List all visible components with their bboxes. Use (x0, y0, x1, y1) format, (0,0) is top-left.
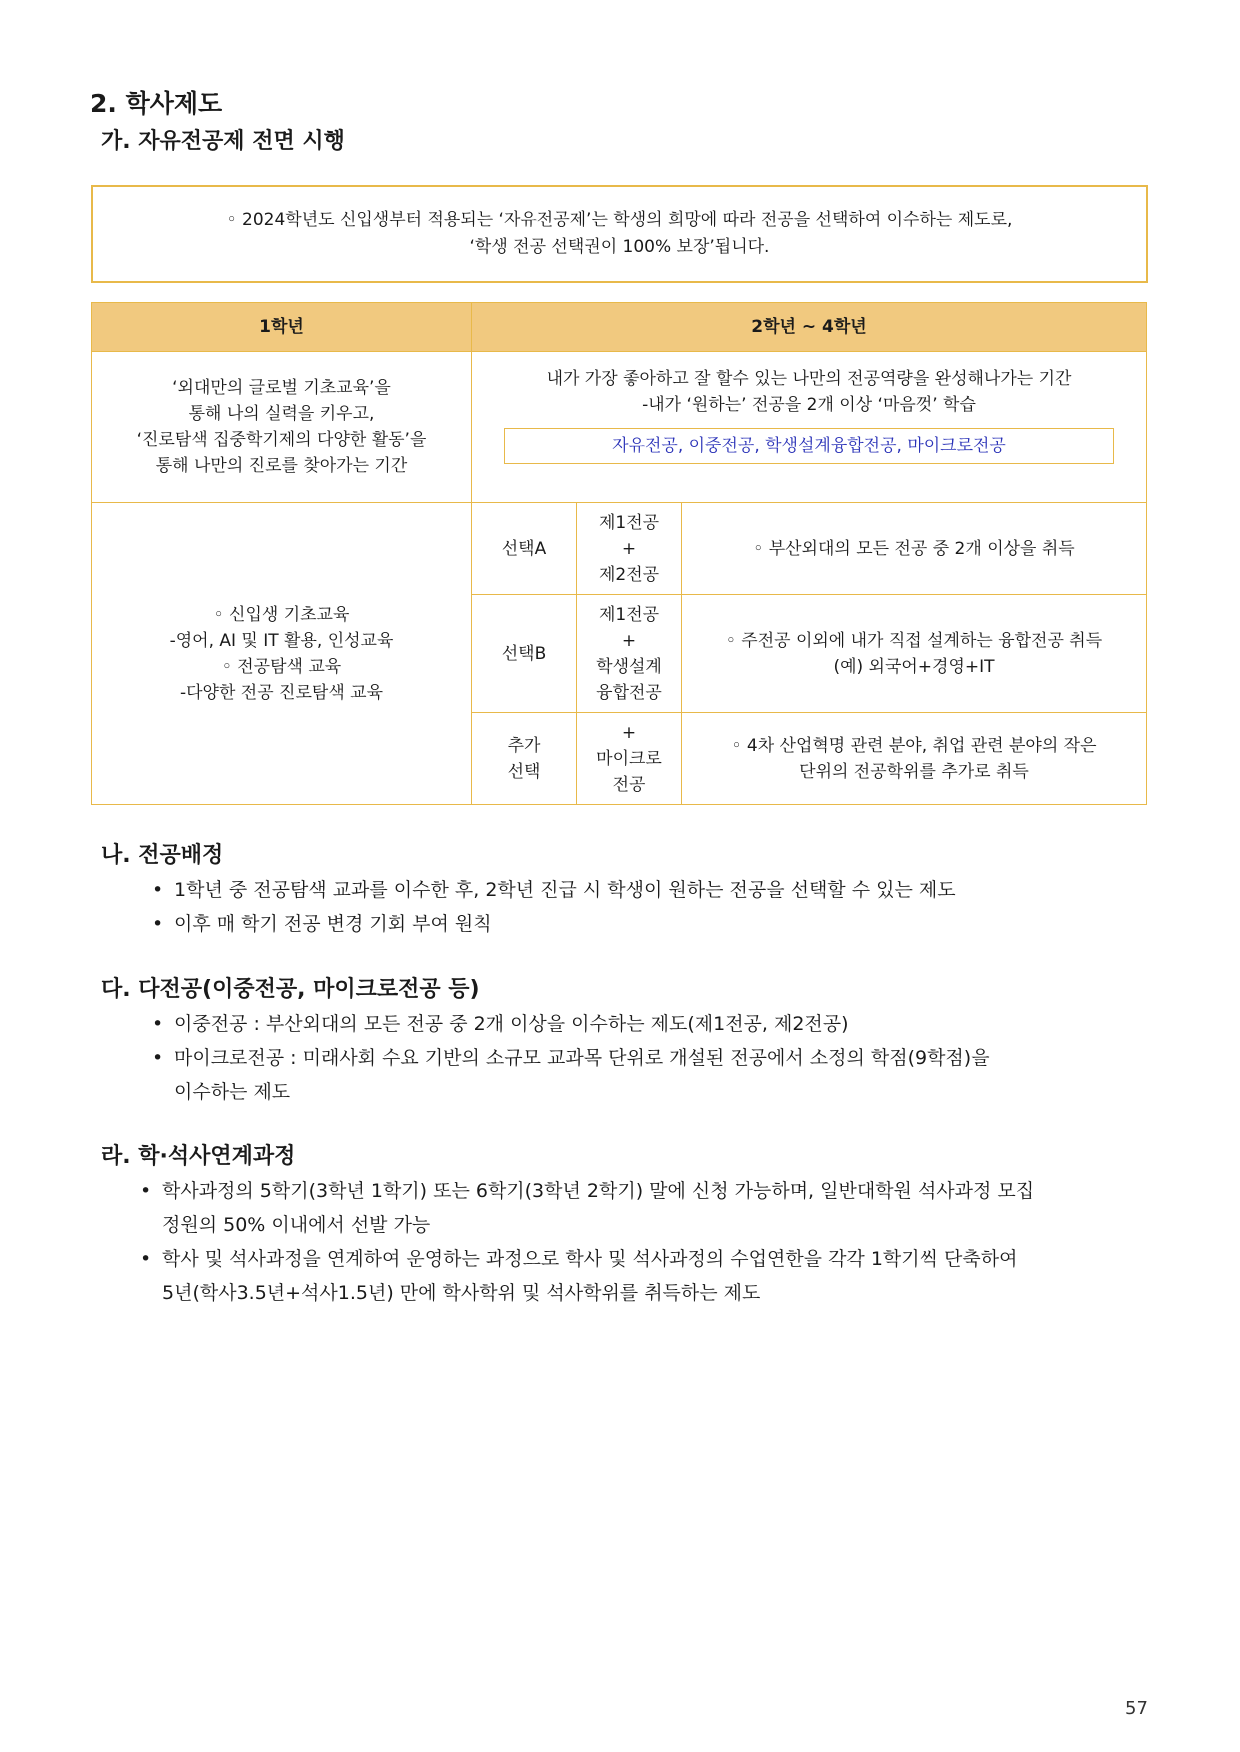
option-b-name (472, 595, 577, 713)
bullet-dot: • (140, 1180, 152, 1202)
text-line: 제2전공 (598, 564, 660, 585)
text-line: + (621, 630, 637, 651)
text-line: 제1전공 (598, 512, 660, 533)
text-line: + (621, 538, 637, 559)
bullet-text: 학사과정의 5학기(3학년 1학기) 또는 6학기(3학년 2학기) 말에 신청 가능하며, 일반대학원 석사과정 모집 (162, 1180, 1035, 1202)
list-item (152, 1041, 1142, 1109)
text-line: 제1전공 (598, 604, 660, 625)
option-extra-combo (577, 713, 682, 805)
text-line: + (621, 722, 637, 743)
bullet-dot: • (152, 913, 164, 935)
bullet-text: 이후 매 학기 전공 변경 기회 부여 원칙 (174, 913, 492, 935)
intro-line-1: ◦ 2024학년도 신입생부터 적용되는 ‘자유전공제’는 학생의 희망에 따라 전공을 선택하여 이수하는 제도로, (226, 210, 1013, 230)
text-line: 학생설계 (596, 656, 662, 677)
bullet-dot: • (152, 1047, 164, 1069)
text-line: -내가 ‘원하는’ 전공을 2개 이상 ‘마음껏’ 학습 (642, 395, 976, 415)
text-line: -영어, AI 및 IT 활용, 인성교육 (169, 630, 394, 651)
page-number: 57 (1125, 1698, 1148, 1719)
list-item (140, 1242, 1150, 1310)
intro-line-2: ‘학생 전공 선택권이 100% 보장’됩니다. (469, 237, 770, 257)
bullet-dot: • (152, 879, 164, 901)
text-line: 융합전공 (596, 682, 662, 703)
subsection-title-c: 다. 다전공(이중전공, 마이크로전공 등) (101, 977, 480, 1002)
text-line: ◦ 신입생 기초교육 (213, 604, 350, 625)
option-a-desc (682, 503, 1147, 595)
year2-4-description (472, 352, 1147, 503)
major-types-box: 자유전공, 이중전공, 학생설계융합전공, 마이크로전공 (504, 428, 1114, 464)
header-year2-4: 2학년 ~ 4학년 (472, 303, 1147, 352)
text-line: ◦ 4차 산업혁명 관련 분야, 취업 관련 분야의 작은 (731, 735, 1097, 756)
bullet-text: 마이크로전공 : 미래사회 수요 기반의 소규모 교과목 단위로 개설된 전공에서 소정의 학점(9학점)을 (174, 1047, 990, 1069)
option-a-name (472, 503, 577, 595)
option-b-desc (682, 595, 1147, 713)
bullet-text-cont: 5년(학사3.5년+석사1.5년) 만에 학사학위 및 석사학위를 취득하는 제도 (162, 1282, 761, 1304)
bullet-text: 1학년 중 전공탐색 교과를 이수한 후, 2학년 진급 시 학생이 원하는 전공을 선택할 수 있는 제도 (174, 879, 956, 901)
text-line: 추가 (507, 735, 541, 756)
text-line: 내가 가장 좋아하고 잘 할수 있는 나만의 전공역량을 완성해나가는 기간 (546, 369, 1072, 389)
text-line: ◦ 전공탐색 교육 (221, 656, 342, 677)
bullet-list-b (152, 873, 1142, 941)
bullet-list-c (152, 1007, 1142, 1109)
bullet-text-cont: 정원의 50% 이내에서 선발 가능 (162, 1214, 431, 1236)
section-title: 2. 학사제도 (90, 89, 223, 118)
subsection-title-a: 가. 자유전공제 전면 시행 (101, 129, 345, 154)
option-b-combo (577, 595, 682, 713)
bullet-list-d (140, 1174, 1150, 1310)
list-item (152, 873, 1142, 907)
text-line: 선택B (501, 643, 547, 664)
intro-box (91, 185, 1148, 283)
bullet-dot: • (140, 1248, 152, 1270)
subsection-title-b: 나. 전공배정 (101, 843, 224, 868)
option-a-combo (577, 503, 682, 595)
option-extra-name (472, 713, 577, 805)
bullet-text: 이중전공 : 부산외대의 모든 전공 중 2개 이상을 이수하는 제도(제1전공, 제2전공) (174, 1013, 849, 1035)
bullet-dot: • (152, 1013, 164, 1035)
list-item (152, 1007, 1142, 1041)
text-line: 마이크로 (596, 748, 662, 769)
text-line: ◦ 주전공 이외에 내가 직접 설계하는 융합전공 취득 (725, 630, 1103, 651)
freshman-education (92, 503, 472, 805)
text-line: ‘진로탐색 집중학기제의 다양한 활동’을 (136, 430, 427, 450)
text-line: 단위의 전공학위를 추가로 취득 (799, 761, 1029, 782)
list-item (140, 1174, 1150, 1242)
option-extra-desc (682, 713, 1147, 805)
text-line: ◦ 부산외대의 모든 전공 중 2개 이상을 취득 (753, 538, 1075, 559)
text-line: -다양한 전공 진로탐색 교육 (180, 682, 383, 703)
text-line: 통해 나의 실력을 키우고, (188, 404, 375, 424)
major-system-table (91, 302, 1147, 805)
text-line: 전공 (612, 774, 646, 795)
year1-description (92, 352, 472, 503)
text-line: 선택A (501, 538, 547, 559)
text-line: ‘외대만의 글로벌 기초교육’을 (172, 378, 391, 398)
list-item (152, 907, 1142, 941)
subsection-title-d: 라. 학·석사연계과정 (101, 1144, 296, 1169)
header-year1: 1학년 (92, 303, 472, 352)
text-line: (예) 외국어+경영+IT (833, 656, 995, 677)
bullet-text-cont: 이수하는 제도 (174, 1081, 291, 1103)
bullet-text: 학사 및 석사과정을 연계하여 운영하는 과정으로 학사 및 석사과정의 수업연한을 각각 1학기씩 단축하여 (162, 1248, 1018, 1270)
text-line: 통해 나만의 진로를 찾아가는 기간 (155, 456, 408, 476)
text-line: 선택 (507, 761, 541, 782)
